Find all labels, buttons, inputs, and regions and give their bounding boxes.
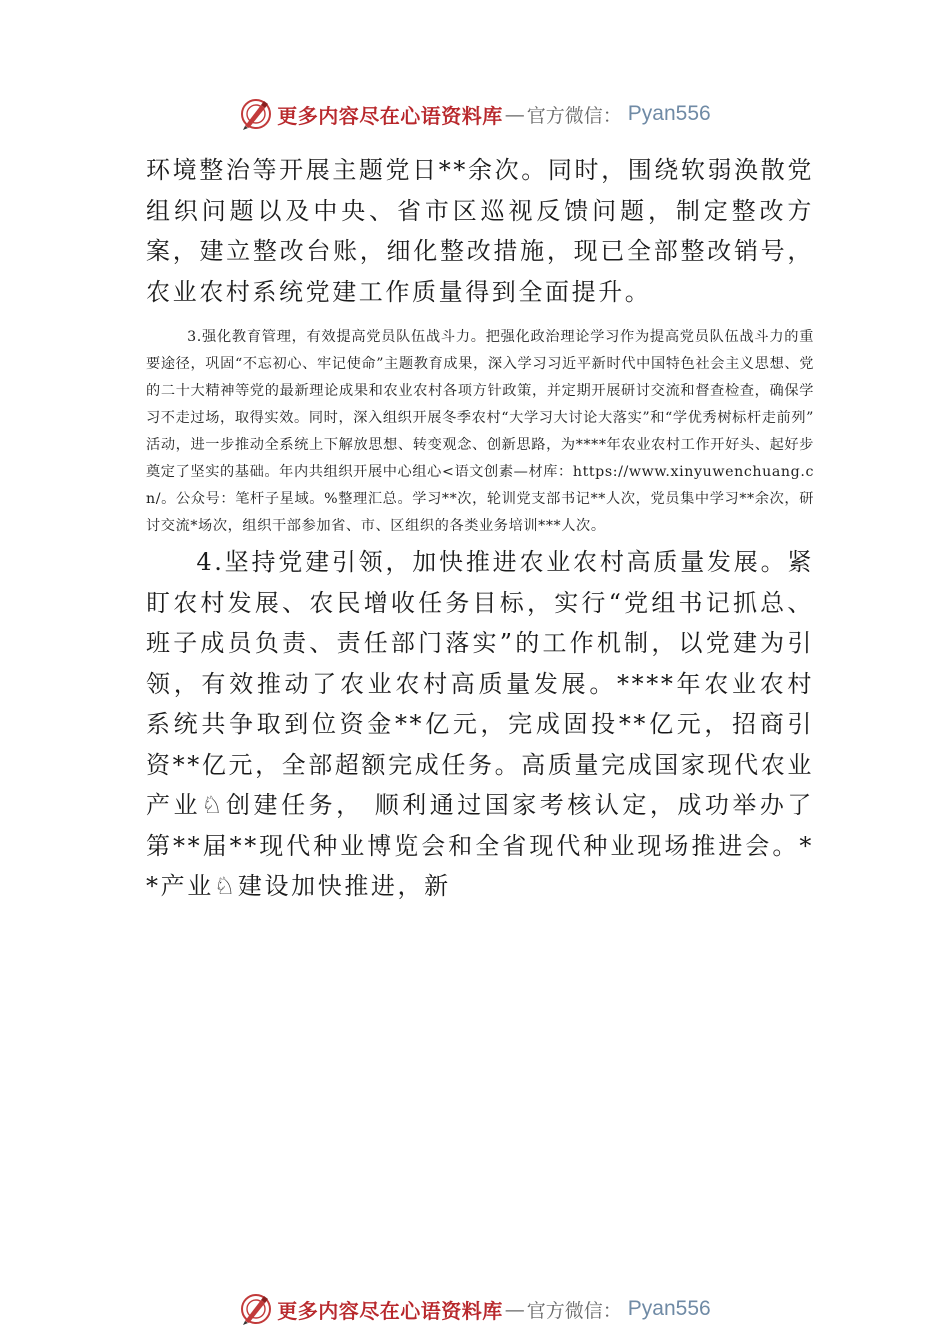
header-banner bbox=[0, 94, 950, 134]
footer-banner bbox=[0, 1289, 950, 1329]
banner-wechat-id: Pyan556 bbox=[627, 102, 711, 125]
banner-wechat-id: Pyan556 bbox=[627, 1297, 711, 1320]
banner-dash: — bbox=[504, 102, 525, 126]
document-body bbox=[146, 150, 814, 907]
paragraph-education-management: 3.强化教育管理，有效提高党员队伍战斗力。把强化政治理论学习作为提高党员队伍战斗力的重要途径，巩固“不忘初心、牢记使命”主题教育成果，深入学习习近平新时代中国特色社会主义思想、党的二十大精神等党的最新理论成果和农业农村各项方针政策，并定期开展研讨交流和督查检查，确保学习不走过场，取得实效。同时，深入组织开展冬季农村“大学习大讨论大落实”和“学优秀树标杆走前列” 活动，进一步推动全系统上下解放思想、转变观念、创新思路，为****年农业农村工作开好头、起好步奠定了坚实的基础。年内共组织开展中心组心<语文创素—材库：https://www.xinyuwenchuang.cn/。公众号：笔杆子星域。%整理汇总。学习**次，轮训党支部书记**人次，党员集中学习**余次，研讨交流*场次，组织干部参加省、市、区组织的各类业务培训***人次。 bbox=[146, 329, 814, 534]
pen-logo-icon bbox=[239, 97, 273, 131]
banner-wechat-label: 官方微信： bbox=[526, 1299, 622, 1322]
banner-brand-text: 更多内容尽在心语资料库 bbox=[277, 1298, 503, 1323]
pen-logo-icon bbox=[239, 1292, 273, 1326]
banner-dash: — bbox=[504, 1297, 525, 1321]
banner-brand-text: 更多内容尽在心语资料库 bbox=[277, 103, 503, 128]
paragraph-party-building-leadership: 4.坚持党建引领，加快推进农业农村高质量发展。紧盯农村发展、农民增收任务目标，实行“党组书记抓总、班子成员负责、责任部门落实”的工作机制，以党建为引领，有效推动了农业农村高质量发展。****年农业农村系统共争取到位资金**亿元，完成固投**亿元，招商引资**亿元，全部超额完成任务。高质量完成国家现代农业产业♘创建任务， 顺利通过国家考核认定，成功举办了第**届**现代种业博览会和全省现代种业现场推进会。**产业♘建设加快推进，新 bbox=[146, 548, 814, 900]
paragraph-continuation: 环境整治等开展主题党日**余次。同时，围绕软弱涣散党组织问题以及中央、省市区巡视反馈问题，制定整改方案，建立整改台账，细化整改措施，现已全部整改销号，农业农村系统党建工作质量得到全面提升。 bbox=[146, 156, 814, 306]
banner-wechat-label: 官方微信： bbox=[526, 104, 622, 127]
